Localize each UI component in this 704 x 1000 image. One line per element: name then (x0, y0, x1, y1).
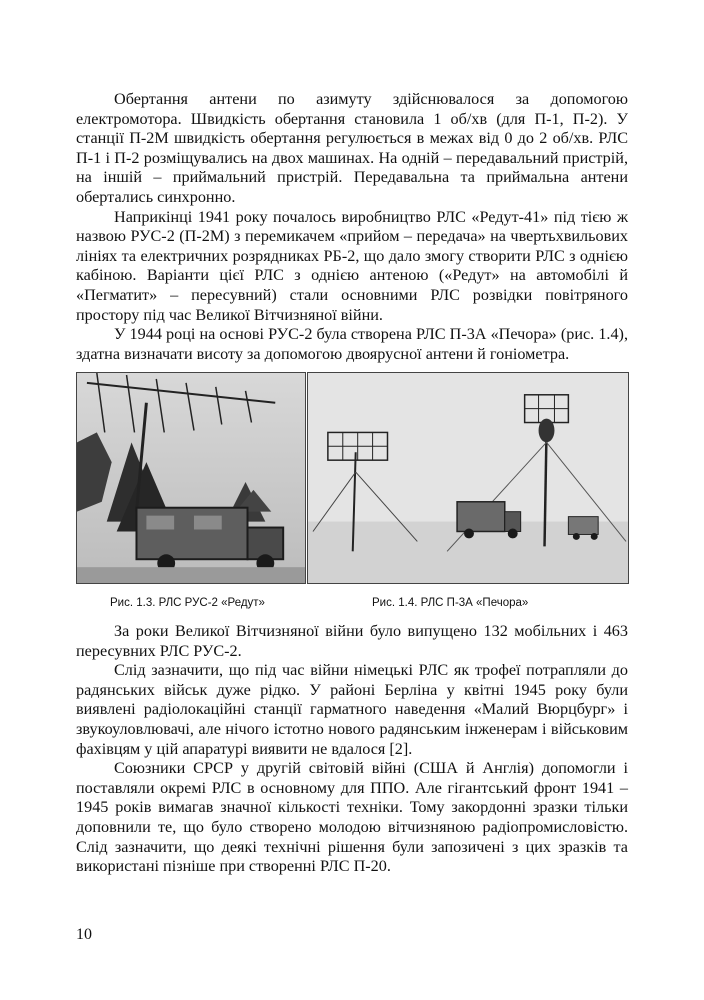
page-number: 10 (76, 926, 92, 943)
text-block-bottom (76, 622, 628, 877)
paragraph: Обертання антени по азимуту здійснювалося за допомогою електромотора. Швидкість обертання становила 1 об/хв (для П-1, П-2). У станції П-2М швидкість обертання регулюється в межах від 0 до 2 об/хв. РЛС П-1 і П-2 розміщувались на двох машинах. На одній – передавальний пристрій, на іншій – приймальний пристрій. Передавальна та приймальна антени обертались синхронно. (76, 90, 628, 206)
photo-p3a-pechora (307, 372, 629, 584)
figure-caption: Рис. 1.3. РЛС РУС-2 «Редут» (110, 597, 265, 609)
paragraph: У 1944 році на основі РУС-2 була створена РЛС П-3А «Печора» (рис. 1.4), здатна визначати висоту за допомогою двоярусної антени й гоніометра. (76, 325, 628, 363)
paragraph: Слід зазначити, що під час війни німецькі РЛС як трофеї потрапляли до радянських військ дуже рідко. У районі Берліна у квітні 1945 року були виявлені радіолокаційні станції гарматного наведення «Малий Вюрцбург» і звукоуловлювачі, але нічого істотно нового радянським інженерам і військовим фахівцям у цій апаратурі виявити не вдалося [2]. (76, 661, 628, 758)
figure-caption: Рис. 1.4. РЛС П-3А «Печора» (372, 597, 529, 609)
photo-rus2-redut (76, 372, 306, 584)
paragraph: Наприкінці 1941 року почалось виробництво РЛС «Редут-41» під тією ж назвою РУС-2 (П-2М) з перемикачем «прийом – передача» на чвертьхвильових лініях та електричних розрядниках РБ-2, що дало змогу створити РЛС з однією кабіною. Варіанти цієї РЛС з однією антеною («Редут» на автомобілі й «Пегматит» – пересувний) стали основними РЛС розвідки повітряного простору під час Великої Вітчизняної війни. (76, 207, 628, 324)
text-block-top (76, 90, 628, 364)
paragraph: Союзники СРСР у другій світовій війні (США й Англія) допомогли і поставляли окремі РЛС в основному для ППО. Але гігантський фронт 1941 – 1945 років вимагав значної кількості техніки. Тому закордонні зразки тільки доповнили те, що було створено молодою вітчизняною радіопромисловістю. Слід зазначити, що деякі технічні рішення були запозичені з цих зразків та використані пізніше при створенні РЛС П-20. (76, 759, 628, 876)
paragraph: За роки Великої Вітчизняної війни було випущено 132 мобільних і 463 пересувних РЛС РУС-2. (76, 622, 628, 660)
